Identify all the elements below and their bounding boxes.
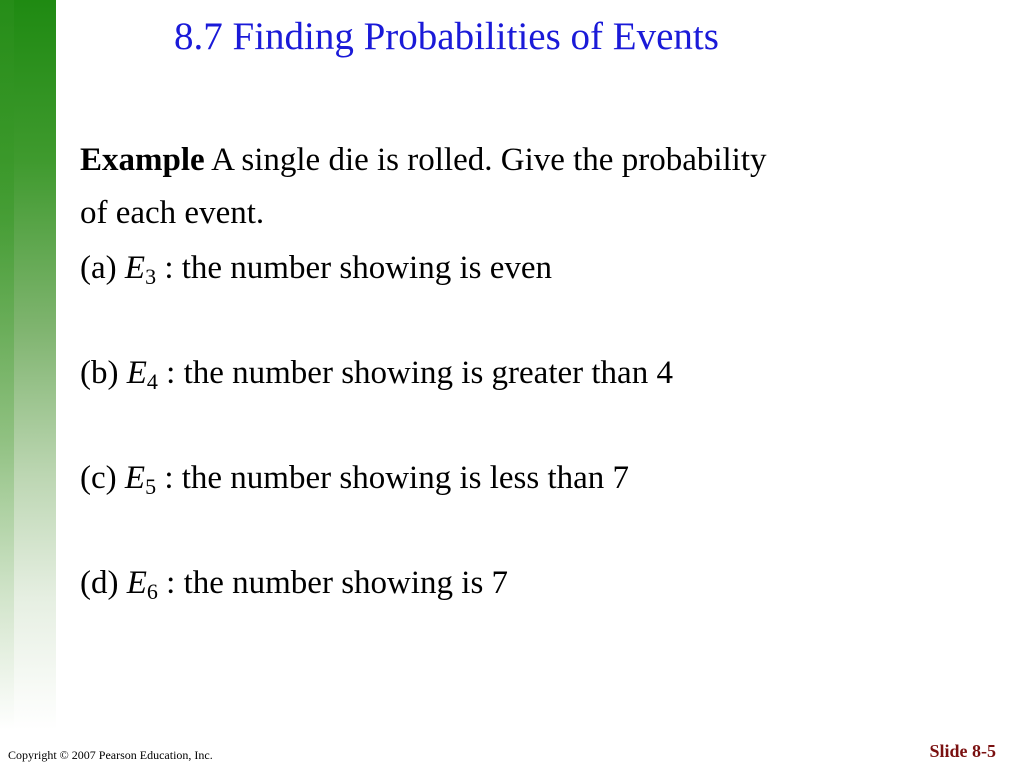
slide-title: 8.7 Finding Probabilities of Events <box>174 15 719 58</box>
event-prefix: (b) <box>80 355 127 391</box>
intro-line-1 <box>80 142 767 180</box>
event-text: : the number showing is less than 7 <box>156 460 630 496</box>
event-text: : the number showing is greater than 4 <box>157 355 673 391</box>
intro-line-2: of each event. <box>80 195 265 231</box>
event-variable: E <box>124 460 146 496</box>
event-variable: E <box>126 565 147 601</box>
event-item-c <box>80 460 629 498</box>
side-bar-edge <box>0 0 14 730</box>
example-label: Example <box>80 142 205 178</box>
event-item-d <box>80 565 508 603</box>
event-item-a <box>80 250 552 288</box>
event-prefix: (d) <box>80 565 127 601</box>
side-gradient-bar <box>0 0 56 730</box>
copyright-notice: Copyright © 2007 Pearson Education, Inc. <box>8 748 213 762</box>
event-text: : the number showing is 7 <box>157 565 509 601</box>
intro-text-1: A single die is rolled. Give the probability <box>204 142 767 178</box>
event-variable: E <box>124 250 146 286</box>
event-variable: E <box>126 355 147 391</box>
event-prefix: (c) <box>80 460 125 496</box>
event-prefix: (a) <box>80 250 125 286</box>
slide-number: Slide 8-5 <box>929 741 996 761</box>
event-subscript: 3 <box>145 264 157 289</box>
event-text: : the number showing is even <box>156 250 552 286</box>
event-subscript: 5 <box>145 474 157 499</box>
event-subscript: 4 <box>146 369 158 394</box>
event-subscript: 6 <box>146 579 158 604</box>
event-item-b <box>80 355 673 393</box>
